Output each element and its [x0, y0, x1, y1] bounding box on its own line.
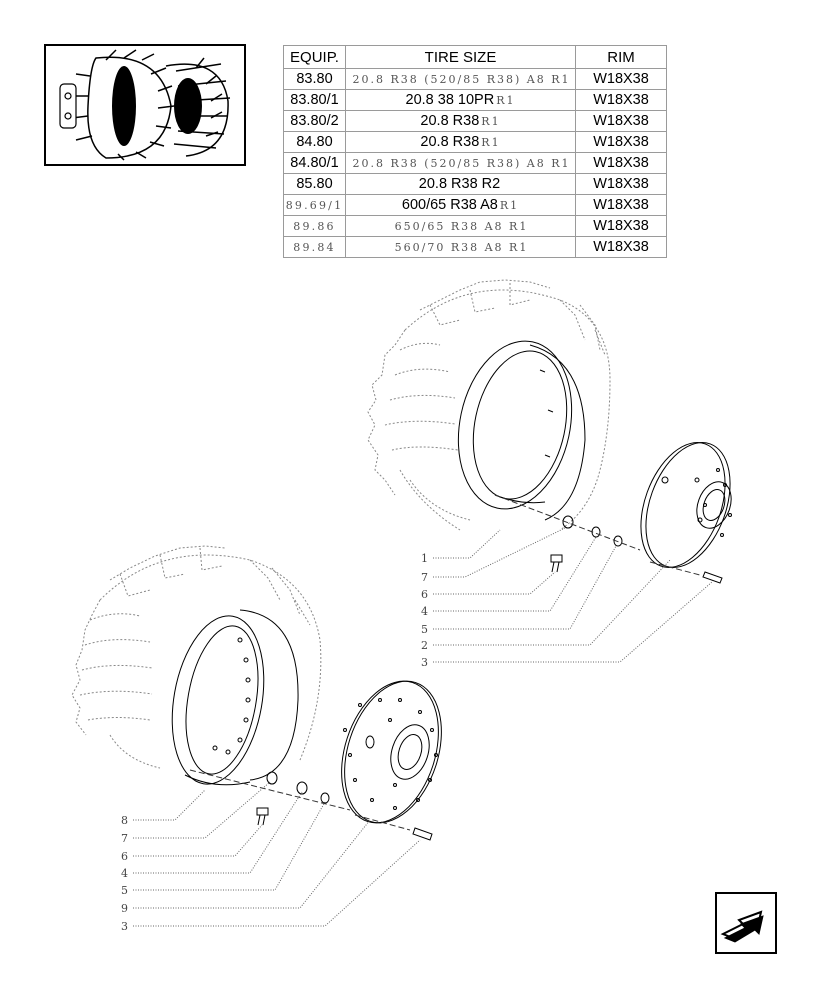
equip-cell: 85.80 — [284, 174, 346, 195]
tire-size-cell — [346, 153, 576, 174]
tire-size-cell — [346, 195, 576, 216]
callout-number: 8 — [121, 814, 128, 827]
tractor-wheels-thumbnail-image — [46, 46, 244, 164]
tire-size-cell — [346, 111, 576, 132]
callout-number: 7 — [121, 832, 128, 845]
tire-size-suffix: 650/65 R38 A8 R1 — [394, 220, 529, 233]
callout-number: 5 — [421, 623, 428, 636]
header-tire-size: TIRE SIZE — [346, 46, 576, 69]
lower-tire-outline — [72, 546, 321, 768]
tire-size-suffix: 560/70 R38 A8 R1 — [394, 241, 529, 254]
table-row — [284, 90, 667, 111]
upper-wheel-disc — [625, 431, 746, 579]
table-row — [284, 132, 667, 153]
tire-size-suffix: 20.8 R38 (520/85 R38) A8 R1 — [352, 73, 571, 86]
lower-wheel-disc — [325, 669, 459, 836]
callout-number: 6 — [121, 850, 128, 863]
callout-number: 7 — [421, 571, 428, 584]
callout-number: 6 — [421, 588, 428, 601]
rim-cell: W18X38 — [576, 90, 667, 111]
upper-tire-outline — [368, 280, 610, 530]
table-row — [284, 111, 667, 132]
rim-cell: W18X38 — [576, 195, 667, 216]
rim-cell: W18X38 — [576, 69, 667, 90]
callout-number: 4 — [121, 867, 128, 880]
tire-size-suffix: R1 — [481, 115, 501, 128]
equip-cell: 84.80/1 — [284, 153, 346, 174]
tire-size-table — [283, 45, 667, 258]
tire-size-main: 20.8 38 10PR — [405, 92, 495, 108]
tire-size-cell — [346, 90, 576, 111]
table-row — [284, 174, 667, 195]
tire-size-cell — [346, 69, 576, 90]
next-page-button[interactable] — [715, 892, 777, 954]
rim-cell: W18X38 — [576, 237, 667, 258]
rim-cell: W18X38 — [576, 132, 667, 153]
lower-hardware — [257, 772, 432, 840]
tire-size-main: 20.8 R38 — [420, 113, 480, 129]
table-row — [284, 216, 667, 237]
table-row — [284, 69, 667, 90]
table-row — [284, 237, 667, 258]
lower-rim — [160, 609, 298, 792]
equip-cell: 83.80/1 — [284, 90, 346, 111]
rim-cell: W18X38 — [576, 216, 667, 237]
tire-size-cell — [346, 174, 576, 195]
table-row — [284, 195, 667, 216]
callout-number: 4 — [421, 605, 428, 618]
callout-number: 9 — [121, 902, 128, 915]
header-equip: EQUIP. — [284, 46, 346, 69]
callout-number: 5 — [121, 884, 128, 897]
tire-size-suffix: R1 — [481, 136, 501, 149]
tire-size-cell — [346, 216, 576, 237]
equip-cell: 89.69/1 — [284, 195, 346, 216]
equip-cell: 83.80/2 — [284, 111, 346, 132]
callout-number: 3 — [121, 920, 128, 933]
tire-size-main: 20.8 R38 — [420, 134, 480, 150]
tire-size-suffix: R1 — [499, 199, 520, 212]
tire-size-main: 600/65 R38 A8 — [401, 197, 498, 213]
thumbnail-tractor-wheels — [44, 44, 246, 166]
callout-number: 3 — [421, 656, 428, 669]
tire-size-main: 20.8 R38 R2 — [418, 176, 501, 192]
table-header-row — [284, 46, 667, 69]
callout-number: 1 — [421, 552, 428, 565]
equip-cell: 84.80 — [284, 132, 346, 153]
equip-cell: 89.86 — [284, 216, 346, 237]
upper-rim — [444, 330, 587, 520]
table-row — [284, 153, 667, 174]
tire-size-suffix: 20.8 R38 (520/85 R38) A8 R1 — [352, 157, 571, 170]
equip-cell: 83.80 — [284, 69, 346, 90]
callout-number: 2 — [421, 639, 428, 652]
tire-size-suffix: R1 — [496, 94, 516, 107]
rim-cell: W18X38 — [576, 111, 667, 132]
arrow-next-page-icon — [717, 894, 775, 952]
rim-cell: W18X38 — [576, 174, 667, 195]
rim-cell: W18X38 — [576, 153, 667, 174]
upper-hardware — [551, 516, 722, 583]
equip-cell: 89.84 — [284, 237, 346, 258]
tire-size-cell — [346, 237, 576, 258]
header-rim: RIM — [576, 46, 667, 69]
tire-size-cell — [346, 132, 576, 153]
